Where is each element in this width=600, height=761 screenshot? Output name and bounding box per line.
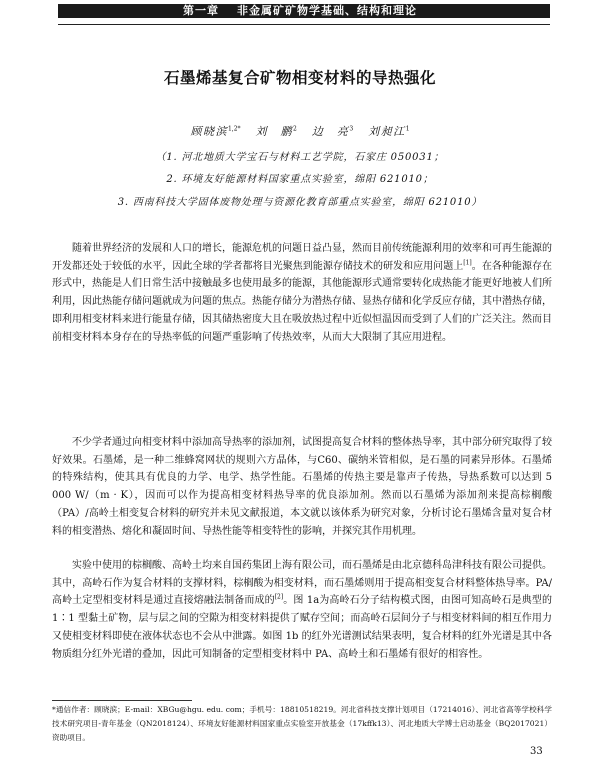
author-name: 边 亮 (311, 125, 350, 138)
body-paragraph-3 (52, 557, 552, 663)
citation[interactable]: [2] (274, 594, 284, 602)
footnote-rule (52, 700, 192, 701)
affiliation-1: （1. 河北地质大学宝石与材料工艺学院，石家庄 050031； (155, 152, 445, 163)
author-affil-mark: 3 (349, 125, 354, 133)
author-name: 刘 鹏 (255, 125, 294, 138)
affiliation-3: 3. 西南科技大学固体废物处理与资源化教育部重点实验室，绵阳 621010） (117, 197, 483, 208)
paragraph-text: 。图 1a为高岭石分子结构模式图，由图可知高岭石是典型的 1∶1 型黏土矿物，层与层之间的空隙为相变材料提供了赋存空间；而高岭石层间分子与相变材料间的相互作用力又使相变材料即使在液体状态也不会从中泄露。如图 1b 的红外光谱测试结果表明，复合材料的红外光谱是其中各物质组分红外光谱的叠加，因此可知制备的定型相变材料中 PA、高岭土和石墨烯有很好的相容性。 (52, 595, 552, 660)
author-list (0, 123, 600, 139)
affiliation-2: 2. 环境友好能源材料国家重点实验室，绵阳 621010； (166, 174, 434, 185)
citation[interactable]: [1] (463, 259, 472, 267)
header-chapter: 第一章 (183, 4, 219, 17)
header-section: 非金属矿矿物学基础、结构和理论 (237, 4, 417, 17)
header-rule (58, 24, 550, 25)
footnote: *通信作者：顾晓滨；E-mail：XBGu@hgu. edu. com；手机号：18810518219。河北省科技支撑计划项目（17214016）、河北省高等学校科学技术研究项目-青年基金（QN2018124）、环境友好能源材料国家重点实验室开放基金（17kffk13）、河北地质大学博士启动基金（BQ2017021）资助项目。 (52, 705, 552, 742)
paragraph-text: 实验中使用的棕榈酸、高岭土均来自国药集团上海有限公司，而石墨烯是由北京德科岛津科技有限公司提供。其中，高岭石作为复合材料的支撑材料，棕榈酸为相变材料，而石墨烯则用于提高相变复合材料整体热导率。PA/高岭土定型相变材料是通过直接熔融法制备而成的 (52, 560, 552, 607)
running-header (0, 4, 600, 18)
page-number: 33 (530, 746, 543, 757)
paragraph-text: 。在各种能源存在形式中，热能是人们日常生活中接触最多也使用最多的能源，其他能源形式通常要转化成热能才能更好地被人们所利用，因此热能存储问题就成为问题的焦点。热能存储分为潜热存储、显热存储和化学反应存储，其中潜热存储，即利用相变材料来进行能量存储，因其储热密度大且在吸放热过程中近似恒温因而受到了人们的广泛关注。然而目前相变材料本身存在的导热率低的问题严重影响了传热效率，从而大大限制了其应用进程。 (52, 260, 553, 343)
body-paragraph-2 (52, 434, 552, 540)
author-affil-mark: 1 (405, 125, 410, 133)
paragraph-text: 随着世界经济的发展和人口的增长，能源危机的问题日益凸显，然而目前传统能源利用的效率和可再生能源的开发都还处于较低的水平，因此全球的学者都将目光聚焦到能源存储技术的研发和应用问题上 (52, 243, 552, 272)
author-name: 刘昶江 (368, 125, 406, 138)
author-name: 顾晓滨 (190, 125, 228, 138)
author-affil-mark: 1,2* (227, 125, 241, 133)
paper-title: 石墨烯基复合矿物相变材料的导热强化 (163, 68, 436, 87)
author-affil-mark: 2 (293, 125, 297, 133)
body-paragraph-1 (52, 240, 552, 346)
paragraph-text: 不少学者通过向相变材料中添加高导热率的添加剂，试图提高复合材料的整体热导率，其中部分研究取得了较好效果。石墨烯，是一种二维蜂窝网状的规则六方晶体，与C60、碳纳米管相似，是石墨的同素异形体。石墨烯的特殊结构，使其具有优良的力学、电学、热学性能。石墨烯的传热主要是靠声子传热，导热系数可以达到 5 000 W/（m · K），因而可以作为提高相变材料热导率的优良添加剂。然而以石墨烯为添加剂来提高棕榈酸（PA）/高岭土相变复合材料的研究并未见文献报道，本文就以该体系为研究对象，分析讨论石墨烯含量对复合材料的相变潜热、熔化和凝固时间、导热性能等相变特性的影响，并探究其作用机理。 (52, 437, 552, 537)
